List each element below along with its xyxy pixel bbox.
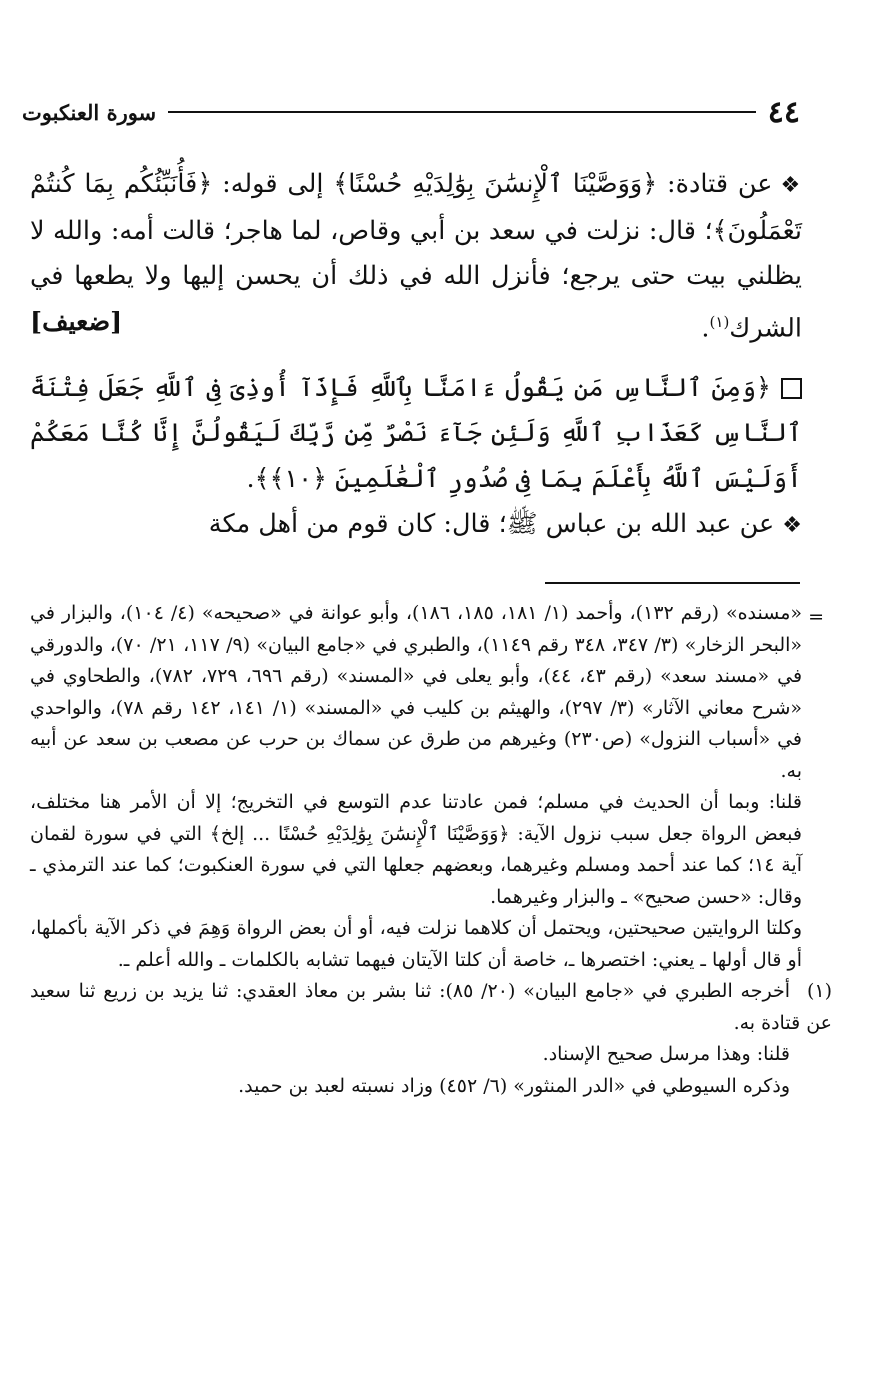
footnote-continuation-sources: «مسنده» (رقم ١٣٢)، وأحمد (١/ ١٨١، ١٨٥، ١٨٦)، وأبو عوانة في «صحيحه» (٤/ ١٠٤)، والبزار في «البحر الزخار» (٣/ ٣٤٧، ٣٤٨ رقم ١١٤٩)، والطبري في «جامع البيان» (٩/ ١١٧، ٢١/ ٧٠)، والدورقي في «مسند سعد» (رقم ٤٣، ٤٤)، وأبو يعلى في «المسند» (رقم ٦٩٦، ٧٢٩، ٧٨٢)، والطحاوي في «شرح معاني الآثار» (٣/ ٢٩٧)، والهيثم بن كليب في «المسند» (١/ ١٤١، ١٤٢ رقم ٧٨)، والواحدي في «أسباب النزول» (ص٢٣٠) وغيرهم من طرق عن سماك بن حرب عن مصعب بن سعد عن أبيه به.	[30, 602, 803, 782]
main-text	[30, 162, 802, 549]
bullet-icon: ❖	[780, 173, 802, 198]
bullet-icon: ❖	[782, 513, 802, 538]
footnote-1	[30, 976, 832, 1039]
footnotes	[30, 598, 832, 1102]
footnote-1-addition: وذكره السيوطي في «الدر المنثور» (٦/ ٤٥٢) وزاد نسبته لعبد بن حميد.	[238, 1074, 790, 1097]
paragraph-ibn-abbas	[30, 502, 802, 549]
footnote-1-text: أخرجه الطبري في «جامع البيان» (٢٠/ ٨٥): ثنا بشر بن معاذ العقدي: ثنا يزيد بن زريع ثنا سعيد عن قتادة به.	[30, 980, 832, 1034]
verse-paragraph	[30, 366, 802, 503]
surah-title: سورة العنكبوت	[22, 99, 157, 125]
quran-verse: ﴿وَمِنَ ٱلنَّاسِ مَن يَقُولُ ءَامَنَّا بِٱللَّهِ فَإِذَآ أُوذِىَ فِى ٱللَّهِ جَعَلَ فِتْنَةَ ٱلنَّاسِ كَعَذَابِ ٱللَّهِ وَلَئِن جَآءَ نَصْرٌ مِّن رَّبِّكَ لَيَقُولُنَّ إِنَّا كُنَّا مَعَكُمْ أَوَلَيْسَ ٱللَّهُ بِأَعْلَمَ بِمَا فِى صُدُورِ ٱلْعَٰلَمِينَ ﴿١٠﴾﴾.	[30, 372, 802, 494]
footnote-number: (١)	[806, 980, 832, 1002]
footnote-separator	[545, 582, 800, 584]
ibn-abbas-text: عن عبد الله بن عباس ﷺ؛ قال: كان قوم من أهل مكة	[208, 509, 775, 539]
hadith-grade: [ضعيف]	[30, 306, 123, 337]
header-rule	[168, 111, 756, 113]
qatada-text: عن قتادة: ﴿وَوَصَّيْنَا ٱلْإِنسَٰنَ بِوَٰلِدَيْهِ حُسْنًا﴾ إلى قوله: ﴿فَأُنَبِّئُكُم بِمَا كُنتُمْ تَعْمَلُونَ﴾؛ قال: نزلت في سعد بن أبي وقاص، لما هاجر؛ قالت أمه: والله لا يظلني بيت حتى يرجع؛ فأنزل الله في ذلك أن يحسن إليها ولا يطعها في الشرك	[30, 169, 802, 343]
continuation-marker: =	[808, 606, 824, 628]
footnote-1-note: قلنا: وهذا مرسل صحيح الإسناد.	[542, 1043, 790, 1065]
paragraph-qatada: ❖عن قتادة: ﴿وَوَصَّيْنَا ٱلْإِنسَٰنَ بِوَٰلِدَيْهِ حُسْنًا﴾ إلى قوله: ﴿فَأُنَبِّئُكُم بِمَا كُنتُمْ تَعْمَلُونَ﴾؛ قال: نزلت في سعد بن أبي وقاص، لما هاجر؛ قالت أمه: والله لا يظلني بيت حتى يرجع؛ فأنزل الله في ذلك أن يحسن إليها ولا يطعها في الشرك$^{(١)}$. [ضعيف]	[30, 169, 802, 343]
footnote-ref: (١)	[709, 312, 730, 331]
page-header	[22, 92, 800, 132]
footnote-continuation-conclusion: وكلتا الروايتين صحيحتين، ويحتمل أن كلاهما نزلت فيه، أو أن بعض الرواة وَهِمَ في ذكر الآية بأكملها، أو قال أولها ـ يعني: اختصرها ـ، خاصة أن كلتا الآيتان فيهما تشابه بالكلمات ـ والله أعلم ـ.	[30, 917, 802, 971]
page-number: ٤٤	[767, 94, 800, 130]
square-marker-icon	[781, 378, 802, 399]
footnote-continuation-comment: قلنا: وبما أن الحديث في مسلم؛ فمن عادتنا عدم التوسع في التخريج؛ إلا أن الأمر هنا مختلف، فبعض الرواة جعل سبب نزول الآية: ﴿وَوَصَّيْنَا ٱلْإِنسَٰنَ بِوَٰلِدَيْهِ حُسْنًا ... إلخ﴾ التي في سورة لقمان آية ١٤؛ كما عند أحمد ومسلم وغيرهما، وبعضهم جعلها التي في سورة العنكبوت؛ كما عند الترمذي ـ وقال: «حسن صحيح» ـ والبزار وغيرهما.	[30, 791, 802, 908]
